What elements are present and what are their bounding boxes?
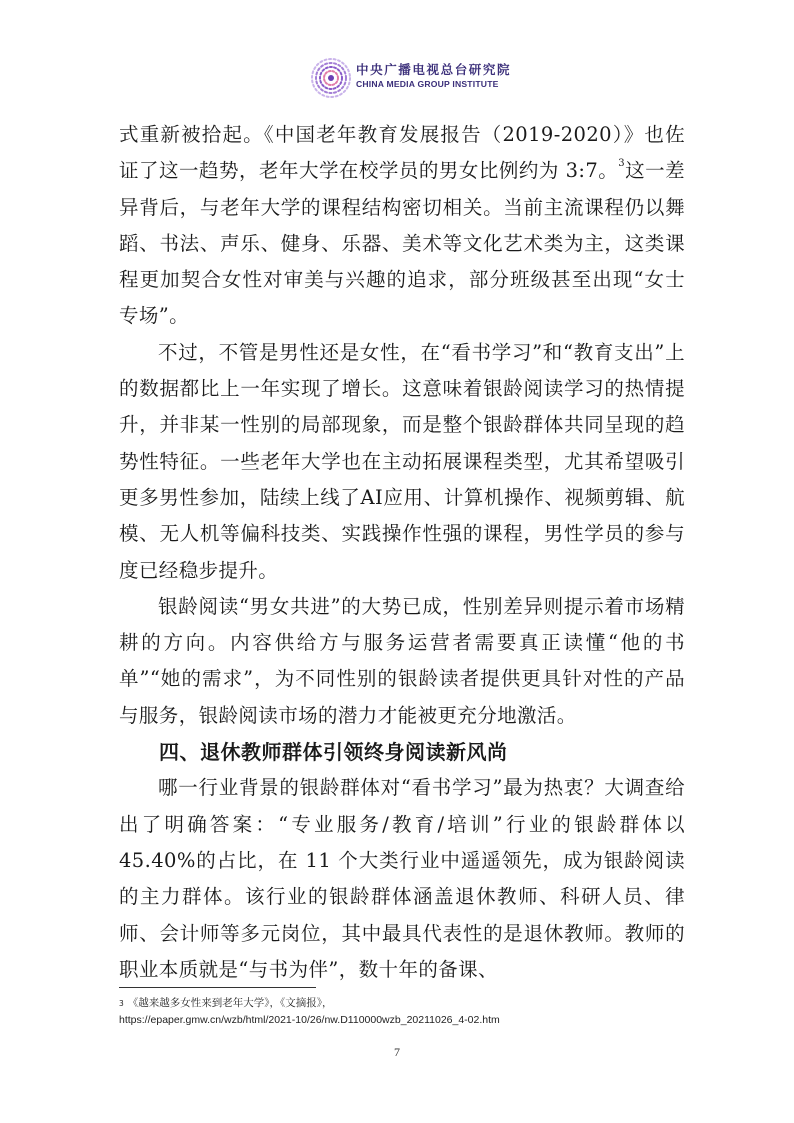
section-heading: 四、退休教师群体引领终身阅读新风尚 [159,740,508,765]
footnote [119,995,719,1029]
paragraph-3: 银龄阅读“男女共进”的大势已成，性别差异则提示着市场精耕的方向。内容供给方与服务运营者需要真正读懂“他的书单”“她的需求”，为不同性别的银龄读者提供更具针对性的产品与服务，银龄阅读市场的潜力才能被更充分地激活。 [119,594,685,727]
org-name-en: CHINA MEDIA GROUP INSTITUTE [356,79,499,89]
paragraph-2: 不过，不管是男性还是女性，在“看书学习”和“教育支出”上的数据都比上一年实现了增长。这意味着银龄阅读学习的热情提升，并非某一性别的局部现象，而是整个银龄群体共同呈现的趋势性特征。一些老年大学也在主动拓展课程类型，尤其希望吸引更多男性参加，陆续上线了AI应用、计算机操作、视频剪辑、航模、无人机等偏科技类、实践操作性强的课程，男性学员的参与度已经稳步提升。 [119,340,685,582]
footnote-mark: 3 [119,999,124,1008]
org-name-cn: 中央广播电视总台研究院 [356,62,512,77]
page-number: 7 [394,1045,400,1059]
footnote-line-1 [119,995,719,1012]
paragraph-1-part-b: 这一差异背后，与老年大学的课程结构密切相关。当前主流课程仍以舞蹈、书法、声乐、健身、乐器、美术等文化艺术类为主，这类课程更加契合女性对审美与兴趣的追求，部分班级甚至出现“女士专场”。 [119,159,685,328]
footnote-url[interactable]: https://epaper.gmw.cn/wzb/html/2021-10/26/nw.D110000wzb_20211026_4-02.htm [119,1014,500,1026]
paragraph-1 [119,117,685,335]
cmg-institute-logo-icon [309,56,353,100]
page-header [0,46,794,102]
footnote-ref-3[interactable]: 3 [618,158,626,170]
footnote-divider [119,987,316,988]
paragraph-1-part-a: 式重新被拾起。《中国老年教育发展报告（2019-2020）》也佐证了这一趋势，老年大学在校学员的男女比例约为 3:7。 [119,123,685,183]
paragraph-4: 哪一行业背景的银龄群体对“看书学习”最为热衷？大调查给出了明确答案：“专业服务/教育/培训”行业的银龄群体以 45.40%的占比，在 11 个大类行业中遥遥领先，成为银龄阅读的主力群体。该行业的银龄群体涵盖退休教师、科研人员、律师、会计师等多元岗位，其中最具代表性的是退休教师。教师的职业本质就是“与书为伴”，数十年的备课、 [119,776,685,981]
footnote-text: 《越来越多女性来到老年大学》，《文摘报》， [127,997,333,1009]
article-body [119,117,685,988]
